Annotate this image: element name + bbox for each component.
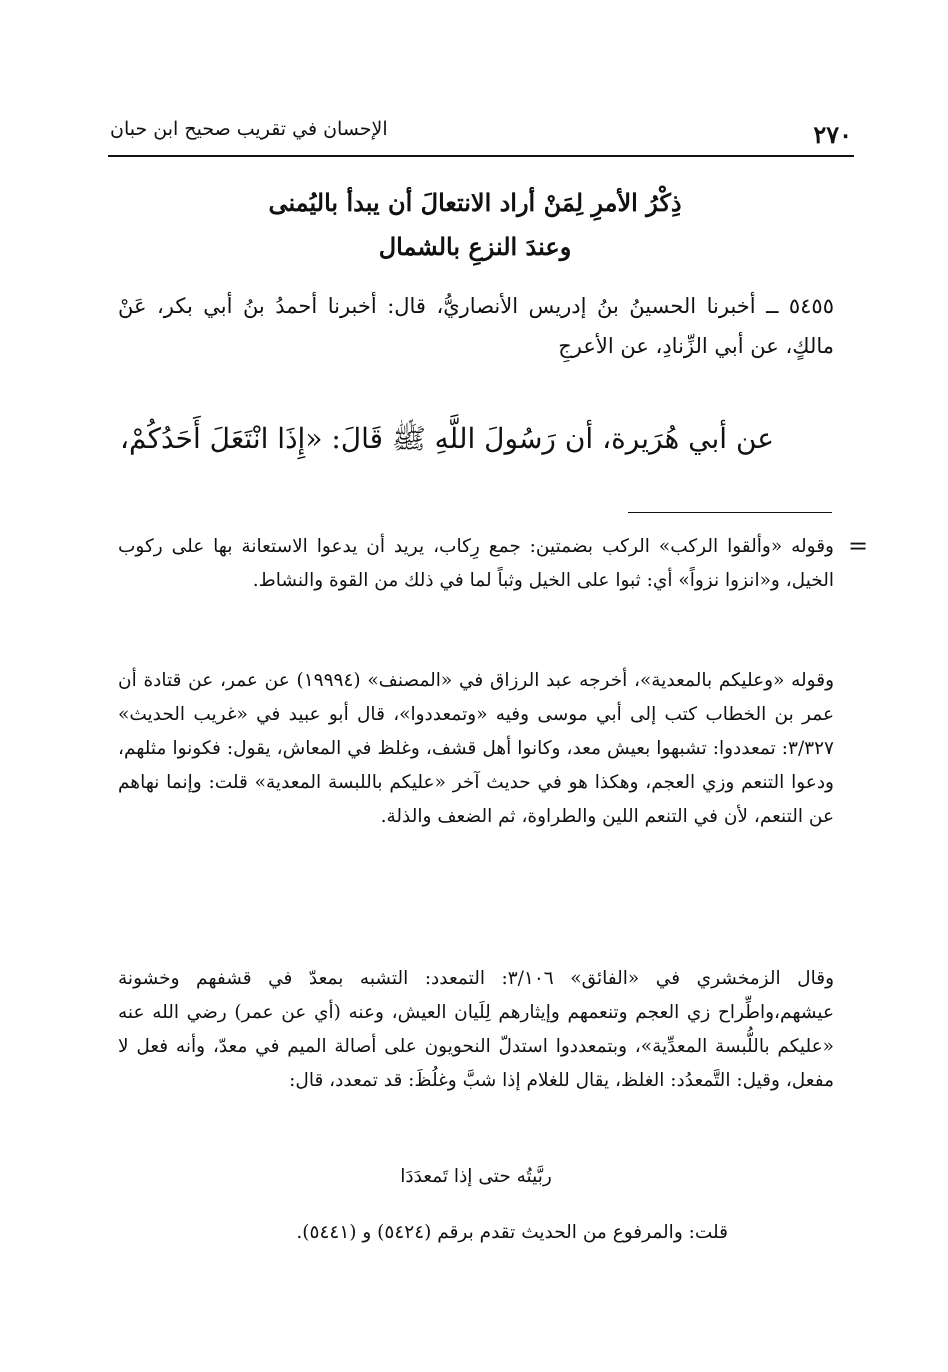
chapter-title-line-2: وعندَ النزعِ بالشمال — [378, 232, 572, 261]
page-number: ٢٧٠ — [813, 120, 852, 149]
hadith-matn: عن أبي هُرَيرة، أن رَسُولَ اللَّهِ ﷺ قَالَ: «إِذَا انْتَعَلَ أَحَدُكُمْ، — [119, 422, 774, 455]
footnote-paragraph-3: وقال الزمخشري في «الفائق» ٣/١٠٦: التمعدد: التشبه بمعدّ في قشفهم وخشونة عيشهم،واطِّراح زي العجم وتنعمهم وإيثارهم لِلَيان العيش، وعنه (أي عن عمر) رضي الله عنه «عليكم باللُّبسة المعدِّية»، وبتمعددوا استدلّ النحويون على أصالة الميم في معدّ، وأنه فعل لا مفعل، وقيل: التَّمعدُد: الغلظ، يقال للغلام إذا شبَّ وغلُظَ: قد تمعدد، قال: — [118, 968, 835, 1091]
footnote-separator — [628, 512, 832, 513]
header-rule — [108, 155, 854, 157]
hadith-isnad: ٥٤٥٥ ــ أخبرنا الحسينُ بنُ إدريس الأنصاريُّ، قال: أخبرنا أحمدُ بنُ أبي بكر، عَنْ مالكٍ، عن أبي الزِّنادِ، عن الأعرجِ — [118, 294, 834, 358]
footnote-paragraph-1: وقوله «وألقوا الركب» الركب بضمتين: جمع رِكاب، يريد أن يدعوا الاستعانة بها على ركوب الخيل، و«انزوا نزواً» أي: ثبوا على الخيل وثباً لما في ذلك من القوة والنشاط. — [118, 536, 834, 591]
footnote-paragraph-4: قلت: والمرفوع من الحديث تقدم برقم (٥٤٢٤) و (٥٤٤١). — [296, 1222, 728, 1243]
footnote-continuation-mark: = — [848, 532, 869, 560]
footnote-verse: ربَّيتُه حتى إذا تَمعدَدَا — [400, 1166, 552, 1187]
running-header-title: الإحسان في تقريب صحيح ابن حبان — [110, 118, 388, 140]
chapter-title-line-1: ذِكْرُ الأمرِ لِمَنْ أراد الانتعالَ أن يبدأ باليُمنى — [268, 188, 682, 217]
footnote-paragraph-2: وقوله «وعليكم بالمعدية»، أخرجه عبد الرزاق في «المصنف» (١٩٩٩٤) عن عمر، عن قتادة أن عمر بن الخطاب كتب إلى أبي موسى وفيه «وتمعددوا»، قال أبو عبيد في «غريب الحديث» ٣/٣٢٧: تمعددوا: تشبهوا بعيش معد، وكانوا أهل قشف، وغلظ في المعاش، يقول: فكونوا مثلهم، ودعوا التنعم وزي العجم، وهكذا هو في حديث آخر «عليكم باللبسة المعدية» قلت: وإنما نهاهم عن التنعم، لأن في التنعم اللين والطراوة، ثم الضعف والذلة. — [118, 670, 834, 827]
